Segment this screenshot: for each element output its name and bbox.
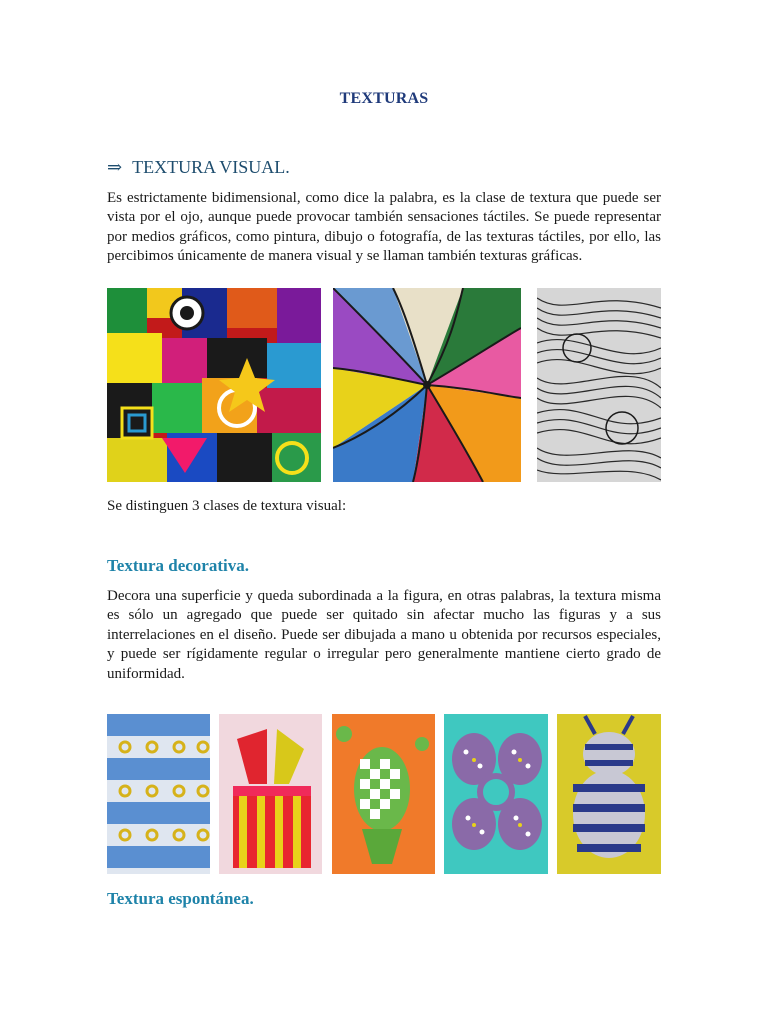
paragraph-textura-visual: Es estrictamente bidimensional, como dice la palabra, es la clase de textura que puede ser vista por el ojo, aunque puede provocar también sensaciones táctiles. Se puede representar por medios gráficos, como pintura, dibujo o fotografía, de las texturas táctiles, por ello, las percibimos únicamente de manera visual y se llaman también texturas gráficas. bbox=[107, 190, 661, 265]
paragraph-textura-decorativa: Decora una superficie y queda subordinada a la figura, en otras palabras, la textura misma es sólo un agregado que puede ser quitado sin afectar mucho las figuras y a sus interrelaciones en el diseño. Puede ser dibujada a mano u obtenida por recursos especiales, y puede ser rígidamente regular o irregular pero generalmente mantiene cierto grado de uniformidad. bbox=[107, 588, 661, 682]
heading-text: TEXTURA VISUAL. bbox=[132, 157, 290, 177]
heading-textura-visual bbox=[107, 157, 290, 178]
heading-textura-espontanea: Textura espontánea. bbox=[107, 889, 254, 908]
image-flower bbox=[444, 714, 548, 874]
image-spiral-pattern bbox=[333, 288, 521, 482]
image-black-white-lines bbox=[537, 288, 661, 482]
image-checkered-fish bbox=[332, 714, 435, 874]
heading-textura-decorativa: Textura decorativa. bbox=[107, 556, 249, 575]
right-double-arrow-icon: ⇒ bbox=[107, 157, 123, 177]
image-striped-bee bbox=[557, 714, 661, 874]
image-gift-box bbox=[219, 714, 322, 874]
intro-line: Se distinguen 3 clases de textura visual: bbox=[107, 498, 347, 514]
image-colorful-patchwork bbox=[107, 288, 321, 482]
image-striped-dots bbox=[107, 714, 210, 874]
page-title: TEXTURAS bbox=[339, 90, 429, 107]
